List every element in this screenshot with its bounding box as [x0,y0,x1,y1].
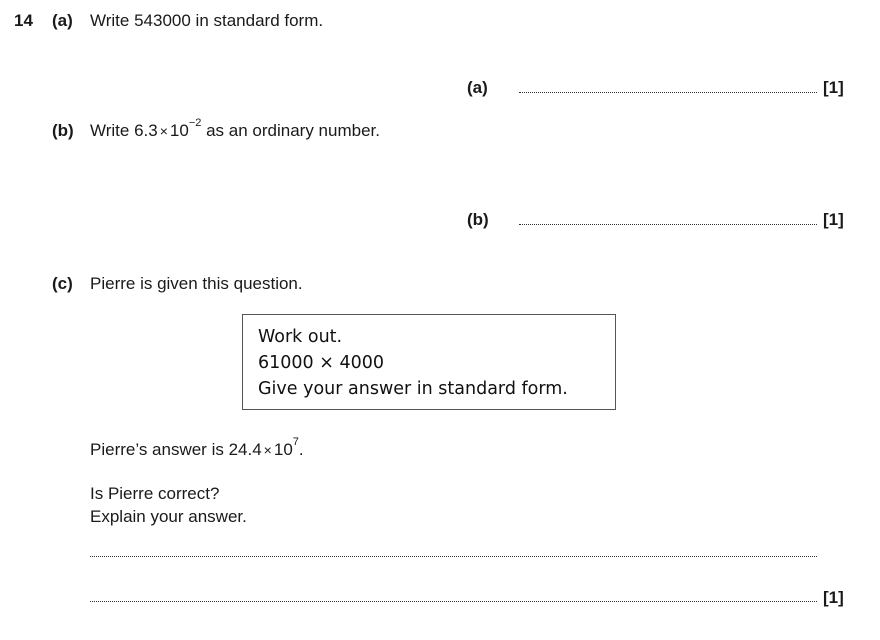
part-a-suffix: in standard form. [190,11,324,30]
part-c-intro: Pierre is given this question. [90,274,303,293]
part-a-number: 543000 [134,11,191,30]
part-b-base: 6.3 [134,121,158,140]
part-a-question [90,11,323,31]
question-number: 14 [14,11,33,30]
part-a-answer-line[interactable] [519,92,817,93]
part-a-mark: [1] [823,78,844,97]
part-b-prefix: Write [90,121,135,140]
part-b-answer-line[interactable] [519,224,817,225]
box-line-2: 61000 × 4000 [258,353,384,373]
part-c-mark: [1] [823,588,844,607]
part-b-exponent: −2 [188,117,202,129]
pierre-answer-end: . [298,440,304,459]
part-a-prefix: Write [90,11,135,30]
pierre-answer-exponent: 7 [292,436,299,448]
explain-answer: Explain your answer. [90,507,247,526]
part-c-answer-line-2[interactable] [90,601,817,602]
pierre-answer-base: 24.4 [228,440,262,459]
pierre-answer-times: × [263,442,272,458]
box-line-1: Work out. [258,327,343,347]
part-c-label: (c) [52,274,73,293]
pierre-answer-prefix: Pierre’s answer is [90,440,229,459]
part-b-suffix: as an ordinary number. [201,121,380,140]
part-b-power-base: 10 [169,121,189,140]
box-line-3: Give your answer in standard form. [258,379,568,399]
part-b-answer-label: (b) [467,210,489,229]
question-box [242,314,616,410]
is-pierre-correct: Is Pierre correct? [90,484,220,503]
part-a-answer-label: (a) [467,78,488,97]
part-b-times: × [159,123,168,139]
pierre-answer [90,436,304,460]
part-b-question [90,117,380,141]
part-c-answer-line-1[interactable] [90,556,817,557]
part-b-mark: [1] [823,210,844,229]
part-a-label: (a) [52,11,73,30]
pierre-answer-power-base: 10 [273,440,293,459]
part-b-label: (b) [52,121,74,140]
